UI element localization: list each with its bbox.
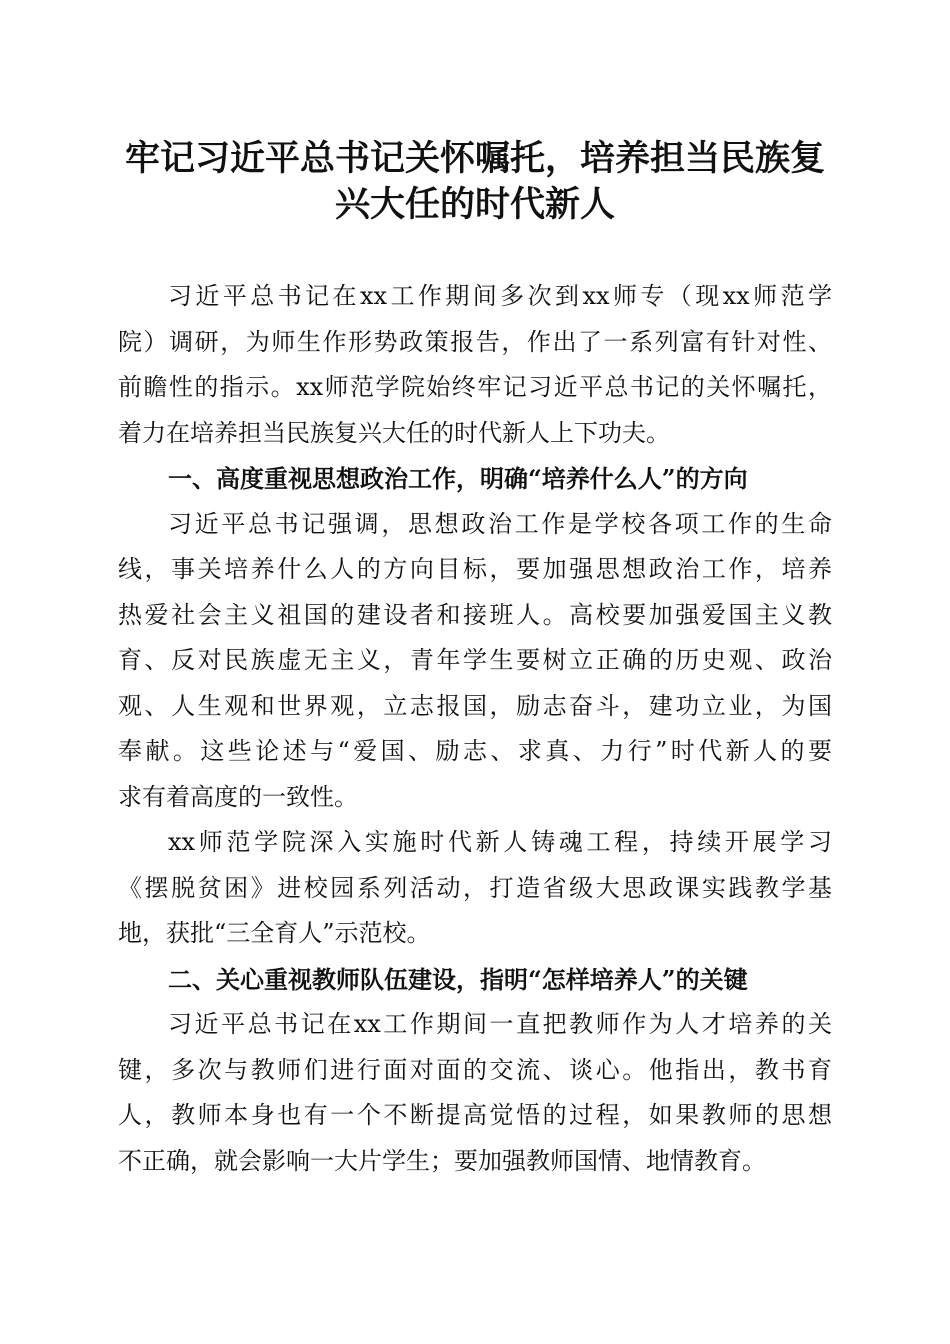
document-body [118,274,832,1184]
text-line: 《摆脱贫困》进校园系列活动，打造省级大思政课实践教学基 [118,873,832,902]
text-line: 奉献。这些论述与“爱国、励志、求真、力行”时代新人的要 [118,737,832,765]
text-line: 热爱社会主义祖国的建设者和接班人。高校要加强爱国主义教 [118,600,832,629]
text-line: 习近平总书记强调，思想政治工作是学校各项工作的生命 [168,509,832,538]
text-line: 着力在培养担当民族复兴大任的时代新人上下功夫。 [118,418,670,447]
title-line: 牢记习近平总书记关怀嘱托，培养担当民族复 [124,138,825,179]
paragraph [118,502,832,821]
text-line: xx师范学院深入实施时代新人铸魂工程，持续开展学习 [168,828,832,856]
paragraph [118,274,832,456]
text-line: 观、人生观和世界观，立志报国，励志奋斗，建功立业，为国 [118,691,832,720]
text-line: 求有着高度的一致性。 [118,782,358,811]
text-line: 习近平总书记在xx工作期间一直把教师作为人才培养的关 [168,1010,832,1038]
text-line: 不正确，就会影响一大片学生；要加强教师国情、地情教育。 [118,1146,766,1175]
section-heading [118,957,832,1003]
text-line: 前瞻性的指示。xx师范学院始终牢记习近平总书记的关怀嘱托， [118,373,832,401]
paragraph [118,820,832,957]
document-title [100,136,850,228]
text-line: 育、反对民族虚无主义，青年学生要树立正确的历史观、政治 [118,646,832,674]
text-line: 键，多次与教师们进行面对面的交流、谈心。他指出，教书育 [118,1055,832,1084]
heading-text: 一、高度重视思想政治工作，明确“培养什么人”的方向 [168,464,748,493]
section-heading [118,456,832,502]
text-line: 线，事关培养什么人的方向目标，要加强思想政治工作，培养 [118,555,832,583]
text-line: 地，获批“三全育人”示范校。 [118,919,431,947]
text-line: 人，教师本身也有一个不断提高觉悟的过程，如果教师的思想 [118,1101,832,1129]
text-line: 习近平总书记在xx工作期间多次到xx师专（现xx师范学 [168,282,832,310]
heading-text: 二、关心重视教师队伍建设，指明“怎样培养人”的关键 [168,964,748,994]
title-line: 兴大任的时代新人 [334,184,615,225]
text-line: 院）调研，为师生作形势政策报告，作出了一系列富有针对性、 [118,327,832,356]
paragraph [118,1002,832,1184]
